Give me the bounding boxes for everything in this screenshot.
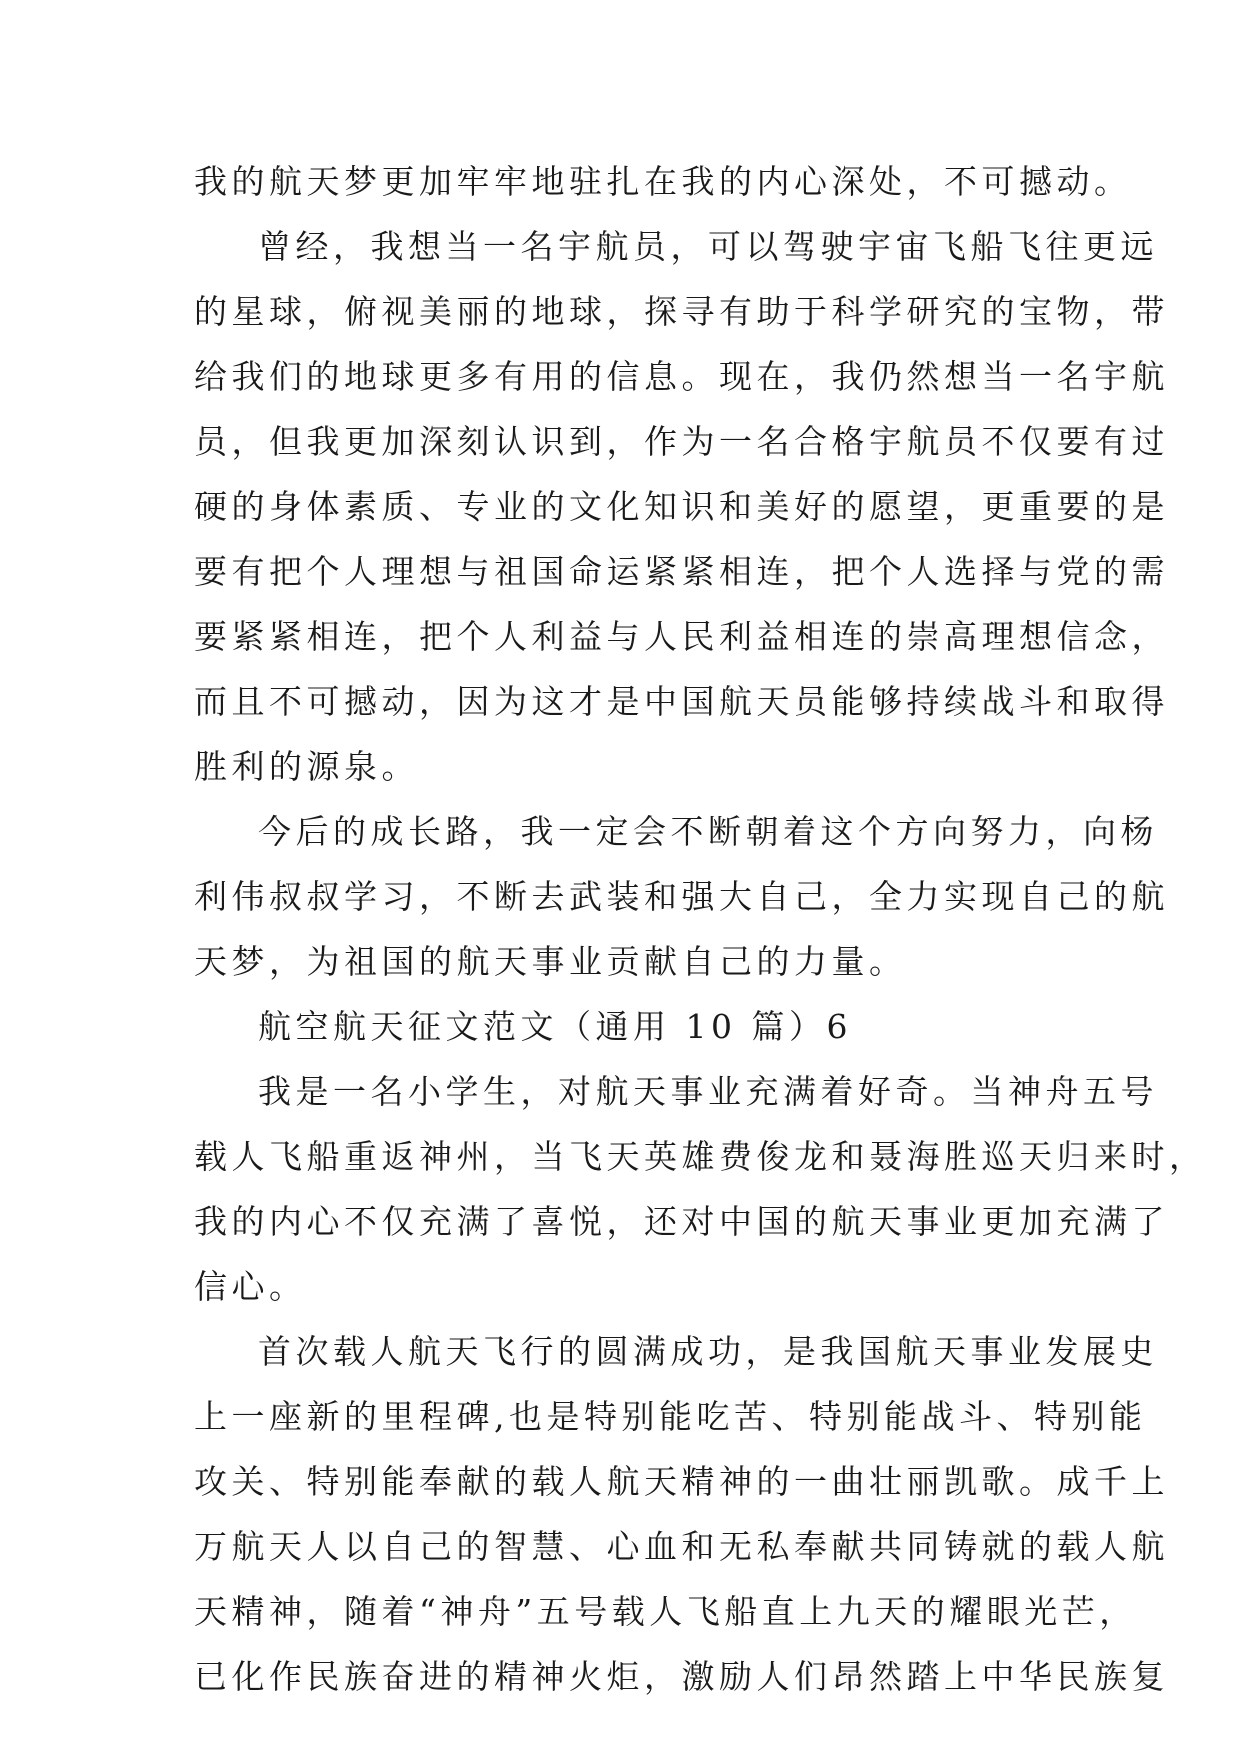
text-line: 已化作民族奋进的精神火炬，激励人们昂然踏上中华民族复 [194,1657,1169,1696]
section-heading: 航空航天征文范文（通用 10 篇）6 [258,1007,852,1046]
text-line: 信心。 [194,1267,307,1306]
text-line: 的星球，俯视美丽的地球，探寻有助于科学研究的宝物，带 [194,292,1169,331]
text-line: 天梦，为祖国的航天事业贡献自己的力量。 [194,942,907,981]
text-line: 我是一名小学生，对航天事业充满着好奇。当神舟五号 [258,1072,1158,1111]
text-line: 利伟叔叔学习，不断去武装和强大自己，全力实现自己的航 [194,877,1169,916]
text-line: 我的航天梦更加牢牢地驻扎在我的内心深处，不可撼动。 [194,162,1132,201]
text-line: 上一座新的里程碑,也是特别能吃苦、特别能战斗、特别能 [194,1397,1147,1436]
text-line: 首次载人航天飞行的圆满成功，是我国航天事业发展史 [258,1332,1158,1371]
text-line: 要紧紧相连，把个人利益与人民利益相连的崇高理想信念， [194,617,1169,656]
text-line: 给我们的地球更多有用的信息。现在，我仍然想当一名宇航 [194,357,1169,396]
text-line: 天精神，随着“神舟”五号载人飞船直上九天的耀眼光芒， [194,1592,1137,1631]
text-line: 万航天人以自己的智慧、心血和无私奉献共同铸就的载人航 [194,1527,1169,1566]
text-line: 硬的身体素质、专业的文化知识和美好的愿望，更重要的是 [194,487,1169,526]
text-line: 而且不可撼动，因为这才是中国航天员能够持续战斗和取得 [194,682,1169,721]
text-line: 曾经，我想当一名宇航员，可以驾驶宇宙飞船飞往更远 [258,227,1158,266]
text-line: 胜利的源泉。 [194,747,419,786]
text-line: 攻关、特别能奉献的载人航天精神的一曲壮丽凯歌。成千上 [194,1462,1169,1501]
text-line: 我的内心不仅充满了喜悦，还对中国的航天事业更加充满了 [194,1202,1169,1241]
text-line: 载人飞船重返神州，当飞天英雄费俊龙和聂海胜巡天归来时， [194,1137,1207,1176]
text-line: 今后的成长路，我一定会不断朝着这个方向努力，向杨 [258,812,1158,851]
text-line: 员，但我更加深刻认识到，作为一名合格宇航员不仅要有过 [194,422,1169,461]
text-line: 要有把个人理想与祖国命运紧紧相连，把个人选择与党的需 [194,552,1169,591]
